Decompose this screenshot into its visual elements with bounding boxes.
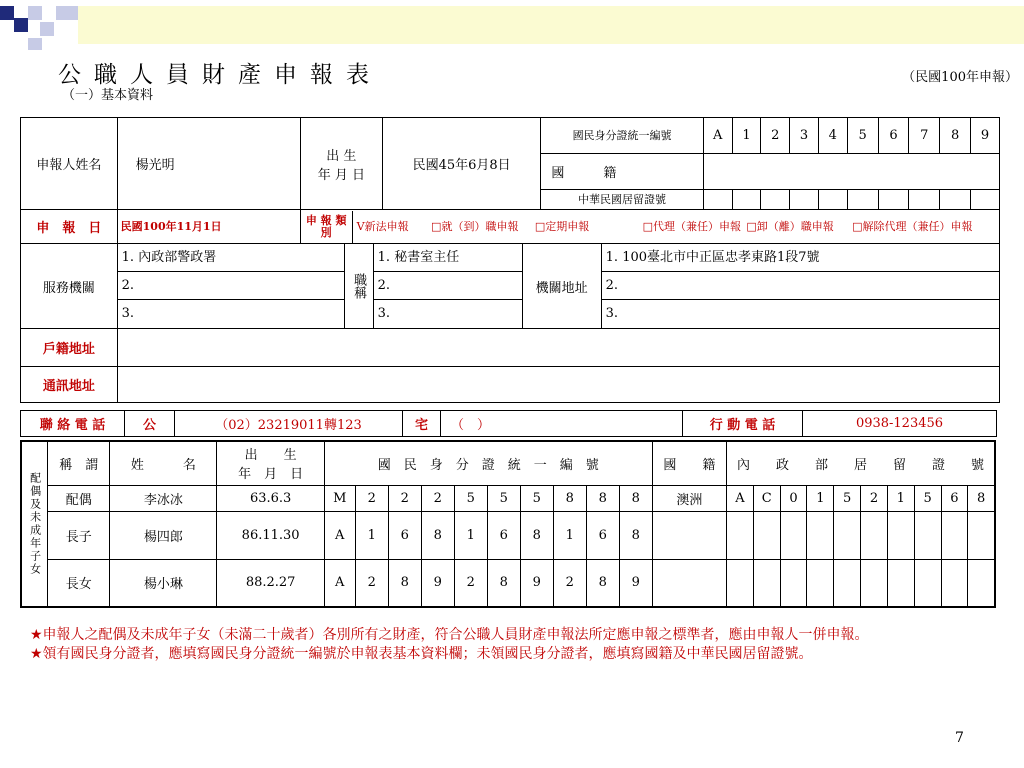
deco-square [56,6,78,20]
mobile-value: 0938-123456 [803,411,997,437]
id-char: 6 [586,511,619,559]
residence-char: C [753,485,780,511]
residence-char: A [727,485,754,511]
id-char: 5 [487,485,520,511]
id-char: A [324,511,355,559]
id-char: 8 [586,485,619,511]
id-char: 2 [761,118,790,154]
phone-table [20,410,997,437]
year-note: （民國100年申報） [902,70,1018,85]
residence-char [727,511,754,559]
title-item: 3. [377,306,391,321]
member-name: 楊小琳 [110,559,217,607]
id-char: 2 [388,485,421,511]
id-char: A [324,559,355,607]
notes [30,626,980,664]
family-header-residence: 內 政 部 居 留 證 號 [727,441,995,485]
residence-label: 中華民國居留證號 [541,190,703,210]
residence-char [727,559,754,607]
member-name: 楊四郎 [110,511,217,559]
relation: 配偶 [48,485,110,511]
residence-char: 0 [780,485,807,511]
residence-cell [971,190,1000,210]
household-label: 戶籍地址 [21,329,118,367]
family-header-nationality: 國 籍 [652,441,726,485]
relation: 長子 [48,511,110,559]
id-char: 2 [355,485,388,511]
id-char: 9 [619,559,652,607]
id-char: 5 [454,485,487,511]
mobile-label: 行 動 電 話 [683,411,803,437]
residence-char [914,559,941,607]
page-title: 公職人員財產申報表 [58,62,382,88]
residence-char [968,511,995,559]
id-char: 8 [586,559,619,607]
basic-info-table [20,117,1000,403]
residence-char [807,511,834,559]
table-row [21,511,995,559]
id-char: 1 [454,511,487,559]
office-label: 公 [125,411,175,437]
org-item: 3. [121,306,135,321]
member-nationality [652,559,726,607]
residence-char [887,559,914,607]
residence-char [861,511,888,559]
addr-item: 2. [602,272,999,300]
id-char: 9 [971,118,1000,154]
residence-char [780,511,807,559]
birth-value: 民國45年6月8日 [382,118,540,210]
page-number: 7 [955,730,964,746]
id-char: 6 [388,511,421,559]
org-block [117,244,999,329]
org-label: 服務機關 [21,244,118,329]
id-char: 8 [940,118,971,154]
residence-cell [909,190,940,210]
name-label: 申報人姓名 [21,118,118,210]
id-char: 2 [553,559,586,607]
residence-char: 6 [941,485,968,511]
deco-square [14,18,28,32]
residence-char: 2 [861,485,888,511]
note-item: ★申報人之配偶及未成年子女（未滿二十歲者）各別所有之財產，符合公職人員財產申報法所定應申報之標準者，應由申報人一併申報。 [30,627,869,643]
member-nationality: 澳洲 [652,485,726,511]
mail-label: 通訊地址 [21,367,118,403]
id-char: M [324,485,355,511]
id-char: 6 [878,118,909,154]
id-label: 國民身分證統一編號 [541,118,703,154]
residence-char [834,559,861,607]
id-char: 4 [818,118,847,154]
note-item: ★領有國民身分證者，應填寫國民身分證統一編號於申報表基本資料欄；未領國民身分證者，應填寫國籍及中華民國居留證號。 [30,646,813,662]
family-header-name: 姓 名 [110,441,217,485]
residence-cell [732,190,761,210]
residence-cell [847,190,878,210]
nationality-label: 國 籍 [541,154,703,190]
type-option-onboard[interactable]: □就（到）職申報 [431,219,519,233]
id-char: 2 [454,559,487,607]
org-list [118,244,345,328]
residence-char [753,511,780,559]
table-row [21,559,995,607]
type-label: 申 報 類 別 [301,211,353,243]
id-char: 2 [355,559,388,607]
id-char: 8 [487,559,520,607]
deco-square [28,38,42,50]
residence-cell [761,190,790,210]
deco-square [0,6,14,20]
family-table [20,440,996,608]
title-item: 2. [374,272,522,300]
home-label: 宅 [403,411,441,437]
residence-char: 8 [968,485,995,511]
org-item: 2. [118,272,344,300]
type-option-release[interactable]: □解除代理（兼任）申報 [852,219,973,233]
id-char: 8 [421,511,454,559]
id-char: 5 [520,485,553,511]
type-option-leave[interactable]: □卸（離）職申報 [746,219,834,233]
id-char: 1 [732,118,761,154]
title-label: 職稱 [345,244,374,328]
deco-square [28,6,42,20]
addr-list [602,244,999,328]
id-char: 1 [355,511,388,559]
birth-label [300,118,382,210]
household-value [117,329,999,367]
member-birth: 63.6.3 [217,485,324,511]
residence-cell [878,190,909,210]
id-char: 9 [421,559,454,607]
member-birth: 86.11.30 [217,511,324,559]
residence-char: 1 [887,485,914,511]
mail-value [117,367,999,403]
report-type-cell [300,210,999,244]
type-option-periodic[interactable]: □定期申報 [534,219,590,233]
relation: 長女 [48,559,110,607]
id-char: 9 [520,559,553,607]
residence-char [807,559,834,607]
addr-item: 1. 100臺北市中正區忠孝東路1段7號 [602,244,999,272]
residence-char [968,559,995,607]
residence-char: 1 [807,485,834,511]
phone-label: 聯 絡 電 話 [21,411,125,437]
member-name: 李冰冰 [110,485,217,511]
date-label: 申 報 日 [21,210,118,244]
residence-char [914,511,941,559]
addr-label: 機關地址 [523,244,602,328]
family-header-birth-top: 出 生 [244,448,297,464]
id-char: 8 [619,511,652,559]
id-char: 8 [553,485,586,511]
id-char: 8 [520,511,553,559]
residence-cell [818,190,847,210]
family-header-birth [217,441,324,485]
residence-char [780,559,807,607]
residence-char [887,511,914,559]
nationality-value [703,154,999,190]
section-subtitle: （一）基本資料 [62,88,154,103]
residence-char [861,559,888,607]
home-phone: （ ） [441,411,683,437]
id-char: A [703,118,732,154]
addr-item: 3. [605,306,619,321]
residence-char: 5 [914,485,941,511]
residence-cell [940,190,971,210]
id-char: 7 [909,118,940,154]
type-option-new[interactable]: V新法申報 [356,219,409,233]
family-header-birth-bottom: 年 月 日 [238,467,304,483]
header-banner [78,6,1024,44]
member-nationality [652,511,726,559]
id-char: 6 [487,511,520,559]
birth-label-bottom: 年 月 日 [317,167,365,183]
residence-char: 5 [834,485,861,511]
id-char: 3 [790,118,819,154]
date-value: 民國100年11月1日 [117,210,300,244]
id-char: 8 [619,485,652,511]
id-char: 1 [553,511,586,559]
family-header-id: 國 民 身 分 證 統 一 編 號 [324,441,652,485]
id-char: 2 [421,485,454,511]
title-item: 1. 秘書室主任 [374,244,522,272]
deco-square [40,22,54,36]
residence-cell [790,190,819,210]
member-birth: 88.2.27 [217,559,324,607]
birth-label-top: 出 生 [326,148,357,164]
residence-char [941,511,968,559]
family-header-relation: 稱 謂 [48,441,110,485]
id-char: 8 [388,559,421,607]
residence-cell [703,190,732,210]
org-item: 1. 內政部警政署 [118,244,344,272]
family-side-label: 配偶及未成年子女 [21,441,48,607]
type-option-acting[interactable]: □代理（兼任）申報 [642,219,741,233]
residence-char [834,511,861,559]
residence-char [753,559,780,607]
title-list [374,244,523,328]
residence-char [941,559,968,607]
office-phone: （02）23219011轉123 [175,411,403,437]
name-value: 楊光明 [117,118,300,210]
id-char: 5 [847,118,878,154]
table-row [21,485,995,511]
